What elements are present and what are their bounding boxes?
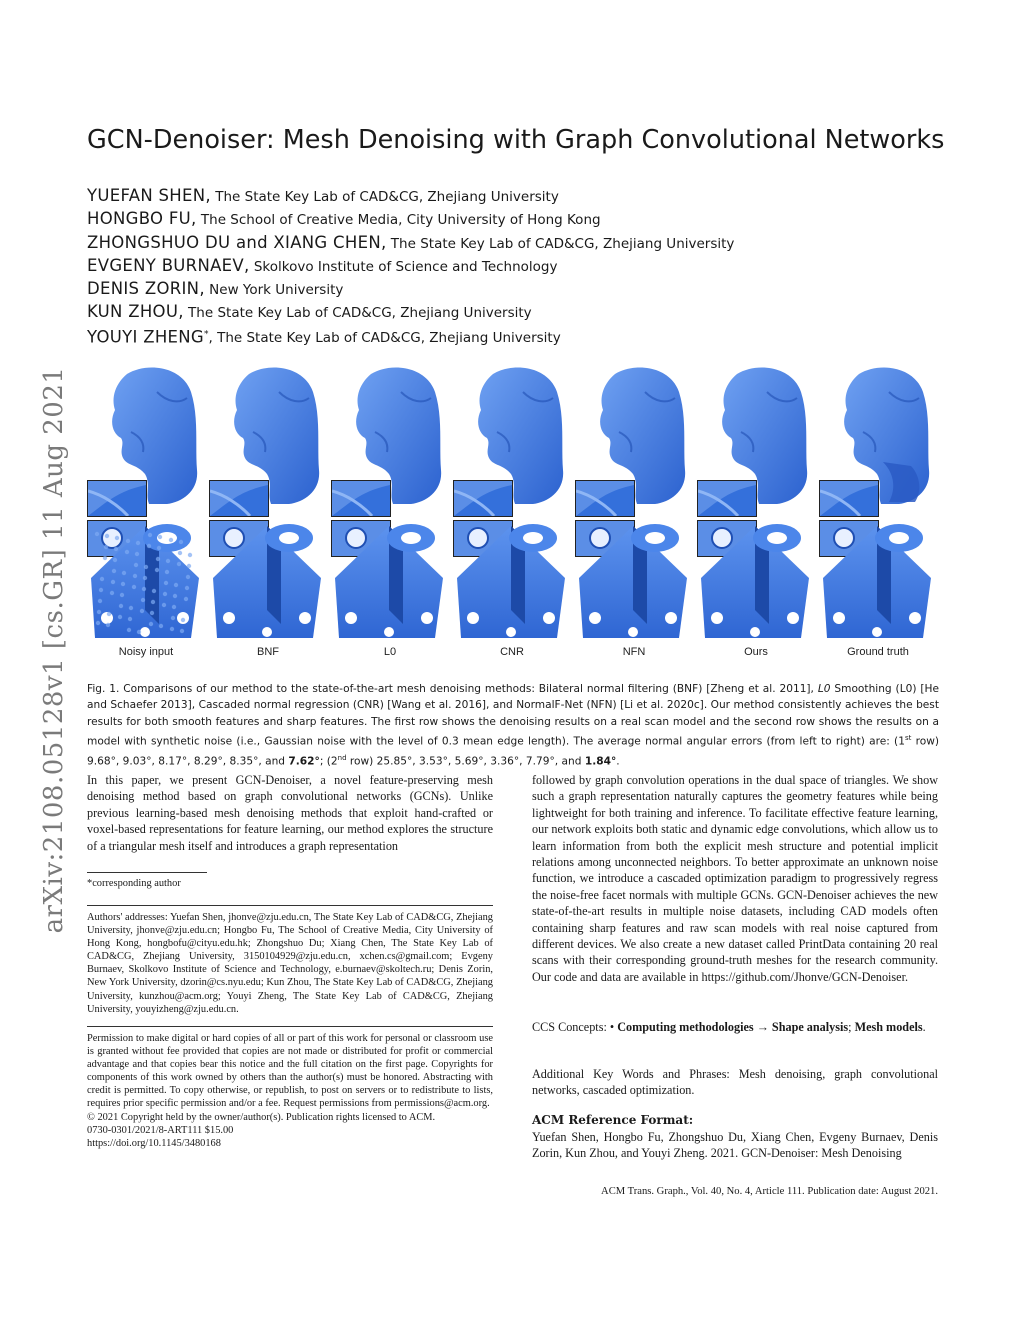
author-name: HONGBO FU, <box>87 209 197 229</box>
zoom-inset-head <box>819 480 879 517</box>
issn-text: 0730-0301/2021/8-ART111 $15.00 <box>87 1124 234 1136</box>
author-name: YOUYI ZHENG <box>87 327 204 347</box>
author-affiliation: The State Key Lab of CAD&CG, Zhejiang University <box>210 189 559 205</box>
ccs-end: . <box>922 1020 926 1034</box>
caption-italic-l0: L0 <box>817 683 831 695</box>
cad-part-render <box>697 520 815 644</box>
figure-label: L0 <box>383 646 397 658</box>
cad-part-render <box>331 520 449 644</box>
caption-text: ; (2 <box>319 755 338 768</box>
author-line <box>87 277 947 300</box>
corresponding-mark: * <box>204 329 209 340</box>
abstract-continued: followed by graph convolution operations in the dual space of triangles. We show such a graph representation naturally captures the geometry features while being lightweight for both training and inference. To facilitate effective feature learning, our network exploits both static and dynamic edge convolutions, which allow us to learn information from both the explicit mesh structure and potential implicit relations among unconnected neighbors. To better approximate an unknown noise function, we introduce a cascaded optimization paradigm to progressively regress the noise-free facet normals with multiple GCNs. GCN-Denoiser achieves the new state-of-the-art results in multiple noise datasets, including CAD models often containing sharp features and raw scan models with real noise captured from different devices. We also create a new dataset called PrintData containing 20 real scans with their corresponding ground-truth meshes for the research community. Our code and data are available in https://github.com/Jhonve/GCN-Denoiser. <box>532 773 938 984</box>
author-affiliation: The State Key Lab of CAD&CG, Zhejiang University <box>386 235 735 252</box>
keywords: Additional Key Words and Phrases: Mesh denoising, graph convolutional networks, cascaded optimization. <box>532 1067 938 1098</box>
figure-column <box>697 362 815 662</box>
author-name: ZHONGSHUO DU and XIANG CHEN, <box>87 232 387 252</box>
author-line <box>87 231 947 254</box>
footnote-addresses-text: Authors' addresses: Yuefan Shen, jhonve@zju.edu.cn, The State Key Lab of CAD&CG, Zhejiang University, jhonve@zju.edu.cn; Hongbo Fu, The School of Creative Media, City University of Hong Kong, hongbofu@cityu.edu.hk; Zhongshuo Du; Xiang Chen, The State Key Lab of CAD&CG, Zhejiang University, 3150104929@zju.edu.cn, xchen.cs@gmail.com; Evgeny Burnaev, Skolkovo Institute of Science and Technology, e.burnaev@skoltech.ru; Denis Zorin, New York University, dzorin@cs.nyu.edu; Kun Zhou, The State Key Lab of CAD&CG, Zhejiang University, kunzhou@acm.org; Youyi Zheng, The State Key Lab of CAD&CG, Zhejiang University, youyizheng@zju.edu.cn. <box>87 912 493 1015</box>
figure-column <box>575 362 693 662</box>
ccs-prefix: CCS Concepts: • <box>532 1020 618 1034</box>
author-line <box>87 184 947 207</box>
author-affiliation: Skolkovo Institute of Science and Technology <box>249 258 558 275</box>
figure-column <box>453 362 571 662</box>
footnote-rule <box>87 872 207 873</box>
caption-text: row) 25.85°, 3.53°, 5.69°, 3.36°, 7.79°, and <box>346 755 585 768</box>
caption-sup: st <box>904 733 912 742</box>
zoom-inset-head <box>697 480 757 517</box>
zoom-inset-head <box>87 480 147 517</box>
figure-column <box>819 362 937 662</box>
footnote-rule <box>87 1026 493 1027</box>
paper-title: GCN-Denoiser: Mesh Denoising with Graph Convolutional Networks <box>87 125 945 155</box>
zoom-inset-head <box>575 480 635 517</box>
author-line <box>87 300 947 323</box>
author-affiliation: New York University <box>204 282 344 299</box>
intro-paragraph: In this paper, we present GCN-Denoiser, a novel feature-preserving mesh denoising method based on graph convolutional networks (GCNs). Unlike previous learning-based mesh denoising methods that exploit hand-crafted or voxel-based representations for feature learning, our method explores the structure of a triangular mesh itself and introduces a graph representation <box>87 773 493 853</box>
ccs-separator: ; <box>848 1020 855 1034</box>
author-name: KUN ZHOU, <box>87 302 184 322</box>
footnote-corresponding-text: *corresponding author <box>87 878 181 889</box>
copyright-text: © 2021 Copyright held by the owner/author(s). Publication rights licensed to ACM. <box>87 1111 436 1123</box>
page-footer: ACM Trans. Graph., Vol. 40, No. 4, Article 111. Publication date: August 2021. <box>601 1186 938 1197</box>
ccs-concept-1: Computing methodologies → Shape analysis <box>617 1020 849 1034</box>
author-name: EVGENY BURNAEV, <box>87 255 250 275</box>
figure-label: NFN <box>622 646 646 658</box>
figure-1 <box>87 362 941 662</box>
ccs-concept-2: Mesh models <box>854 1020 923 1034</box>
figure-label: Ours <box>744 646 768 658</box>
acm-reference: Yuefan Shen, Hongbo Fu, Zhongshuo Du, Xiang Chen, Evgeny Burnaev, Denis Zorin, Kun Zhou, and Youyi Zheng. 2021. GCN-Denoiser: Mesh Denoising <box>532 1130 938 1161</box>
figure-label: Noisy input <box>118 646 174 658</box>
ccs-concepts <box>532 1019 938 1035</box>
author-affiliation-text: , The State Key Lab of CAD&CG, Zhejiang University <box>208 330 561 347</box>
permission-text: Permission to make digital or hard copies of all or part of this work for personal or classroom use is granted without fee provided that copies are not made or distributed for profit or commercial advantage and that copies bear this notice and the full citation on the first page. Copyrights for components of this work owned by others than the author(s) must be honored. Abstracting with credit is permitted. To copy otherwise, or republish, to post on servers or to redistribute to lists, requires prior specific permission and/or a fee. Request permissions from permissions@acm.org. <box>87 1033 493 1110</box>
acm-reference-heading: ACM Reference Format: <box>532 1113 694 1127</box>
caption-text: . <box>616 755 620 768</box>
right-column <box>532 772 938 985</box>
cad-part-render <box>575 520 693 644</box>
caption-text: row) 9.68°, 9.03°, 8.17°, 8.29°, 8.35°, and <box>87 735 939 768</box>
caption-text: Smoothing (L0) [He and Schaefer 2013], Cascaded normal regression (CNR) [Wang et al. 2016], and NormalF-Net (NFN) [Li et al. 2020c]. Our method consistently achieves the best results for both smooth features and sharp features. The first row shows the denoising results on a real scan model and the second row shows the results on a model with synthetic noise (i.e., Gaussian noise with the level of 0.3 mean edge length). The average normal angular errors (from left to right) are: (1 <box>87 683 939 748</box>
author-line <box>87 254 947 277</box>
author-affiliation: The State Key Lab of CAD&CG, Zhejiang University <box>183 305 532 322</box>
figure-column <box>331 362 449 662</box>
arxiv-stamp: arXiv:2108.05128v1 [cs.GR] 11 Aug 2021 <box>39 366 69 934</box>
zoom-inset-head <box>331 480 391 517</box>
caption-best-1: 7.62° <box>288 755 320 768</box>
cad-part-render <box>87 520 205 644</box>
figure-label: CNR <box>500 646 524 658</box>
footnote-addresses <box>87 905 493 1016</box>
figure-label: Ground truth <box>847 646 909 658</box>
caption-sup: nd <box>337 753 347 762</box>
author-affiliation <box>204 330 561 346</box>
author-affiliation: The School of Creative Media, City University of Hong Kong <box>196 212 601 229</box>
author-name: YUEFAN SHEN, <box>87 186 211 205</box>
figure-label: BNF <box>257 646 279 658</box>
cad-part-render <box>209 520 327 644</box>
figure-caption <box>87 681 939 770</box>
author-line <box>87 324 947 347</box>
doi-link[interactable]: https://doi.org/10.1145/3480168 <box>87 1137 221 1149</box>
cad-part-render <box>453 520 571 644</box>
author-name: DENIS ZORIN, <box>87 279 205 299</box>
caption-best-2: 1.84° <box>584 755 617 768</box>
cad-part-render <box>819 520 937 644</box>
caption-text: Fig. 1. Comparisons of our method to the state-of-the-art mesh denoising methods: Bilateral normal filtering (BNF) [Zheng et al. 2011], <box>87 683 818 695</box>
zoom-inset-head <box>453 480 513 517</box>
footnote-rule <box>87 905 493 906</box>
footnote-corresponding <box>87 872 493 890</box>
author-line <box>87 207 947 230</box>
author-list <box>87 184 947 347</box>
figure-column <box>87 362 205 662</box>
figure-column <box>209 362 327 662</box>
left-column <box>87 772 493 854</box>
zoom-inset-head <box>209 480 269 517</box>
footnote-permission <box>87 1026 493 1150</box>
